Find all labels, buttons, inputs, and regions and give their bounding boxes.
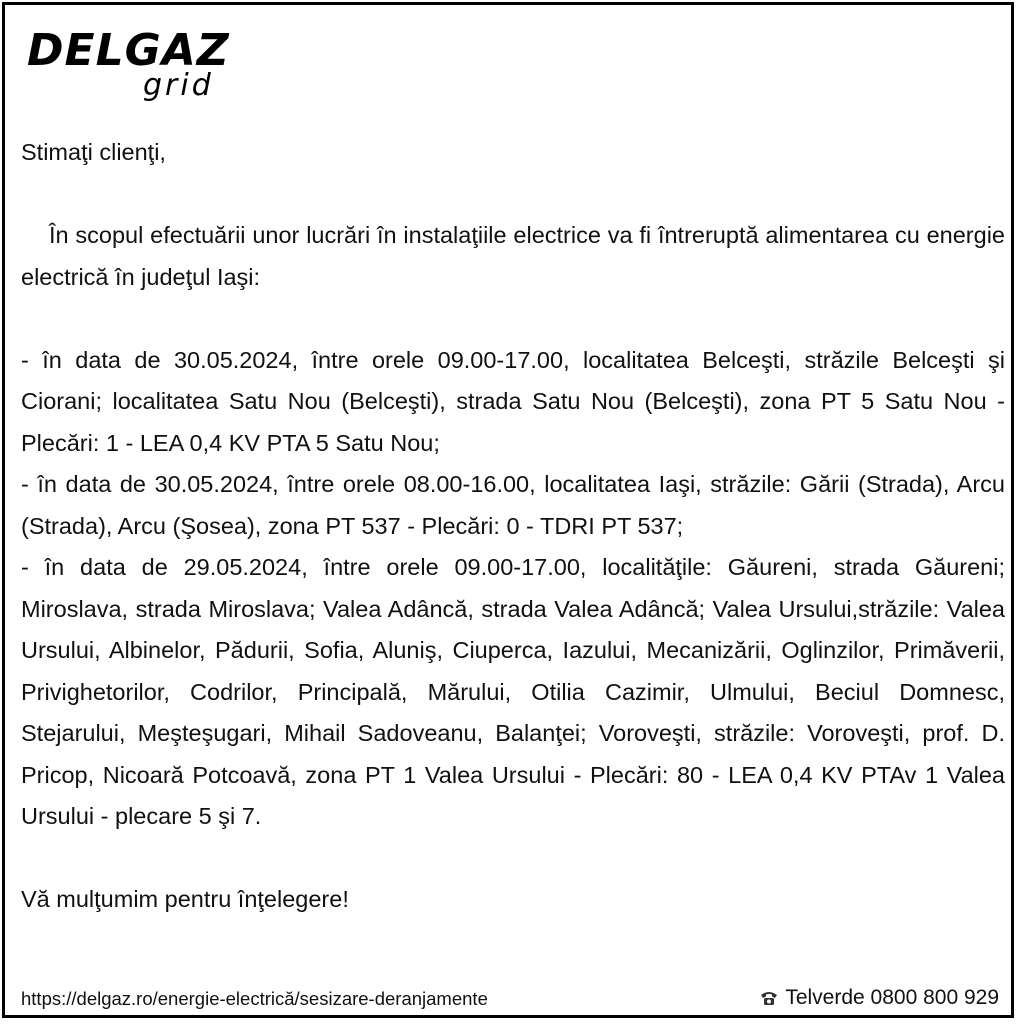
hotline-number: Telverde 0800 800 929: [785, 986, 999, 1009]
intro-paragraph: În scopul efectuării unor lucrări în instalaţiile electrice va fi întreruptă alimentarea cu energie electrică în judeţul Iaşi:: [21, 222, 1005, 290]
outage-item-2: - în data de 30.05.2024, între orele 08.00-16.00, localitatea Iaşi, străzile: Gării (Strada), Arcu (Strada), Arcu (Şosea), zona PT 537 - Plecări: 0 - TDRI PT 537;: [21, 471, 1005, 539]
outage-item-3: - în data de 29.05.2024, între orele 09.00-17.00, localităţile: Găureni, strada Găureni; Miroslava, strada Miroslava; Valea Adâncă, strada Valea Adâncă; Valea Ursului,străzile: Valea Ursului, Albinelor, Pădurii, Sofia, Aluniş, Ciuperca, Iazului, Mecanizării, Oglinzilor, Primăverii, Privighetorilor, Codrilor, Principală, Mărului, Otilia Cazimir, Ulmului, Beciul Domnesc, Stejarului, Meşteşugari, Mihail Sadoveanu, Balanţei; Voroveşti, străzile: Voroveşti, prof. D. Pricop, Nicoară Potcoavă, zona PT 1 Valea Ursului - Plecări: 80 - LEA 0,4 KV PTAv 1 Valea Ursului - plecare 5 şi 7.: [21, 554, 1005, 829]
thanks-line: Vă mulţumim pentru înţelegere!: [21, 886, 349, 912]
outage-item-1: - în data de 30.05.2024, între orele 09.00-17.00, localitatea Belceşti, străzile Belceşti şi Ciorani; localitatea Satu Nou (Belceşti), strada Satu Nou (Belceşti), zona PT 5 Satu Nou - Plecări: 1 - LEA 0,4 KV PTA 5 Satu Nou;: [21, 346, 1005, 456]
outage-report-link[interactable]: https://delgaz.ro/energie-electrică/sesizare-deranjamente: [21, 988, 488, 1009]
logo-wordmark: DELGAZ: [27, 25, 230, 76]
logo-subtitle: grid: [143, 68, 214, 103]
notice-frame: [2, 2, 1014, 1018]
footer: [21, 988, 999, 1016]
delgaz-grid-logo: [27, 25, 230, 107]
notice-body: [21, 132, 1005, 921]
hotline: [759, 986, 999, 1010]
telephone-icon: [759, 988, 779, 1008]
greeting: Stimaţi clienţi,: [21, 139, 166, 165]
